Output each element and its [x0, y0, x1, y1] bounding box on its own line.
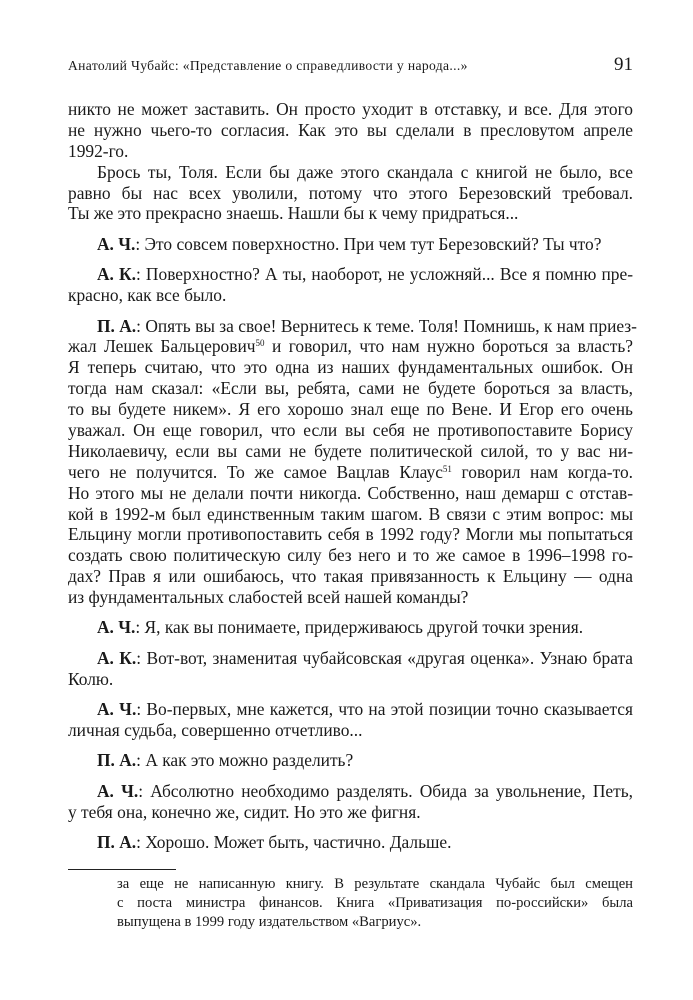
paragraph: [68, 234, 633, 255]
speaker-label: А. К.: [97, 264, 136, 285]
text-line: [68, 441, 633, 462]
footnote-line: за еще не написанную книгу. В результате скандала Чубайс был смещен: [117, 876, 633, 892]
text-run: жал Лешек Бальцерович: [68, 336, 256, 357]
text-line: [68, 99, 633, 120]
text-run: : Я, как вы понимаете, придерживаюсь другой точки зрения.: [135, 617, 584, 638]
text-run: говорил нам когда-то.: [451, 461, 633, 482]
text-line: [68, 545, 633, 566]
text-run: из фундаментальных слабостей всей нашей команды?: [68, 587, 469, 608]
text-line: [68, 399, 633, 420]
text-line: [68, 832, 633, 853]
text-run: никто не может заставить. Он просто уходит в отставку, и все. Для этого: [68, 99, 633, 119]
text-run: то вы будете никем». Я его хорошо знал еще по Вене. И Егор его очень: [68, 399, 633, 420]
body-text: [68, 99, 637, 863]
text-run: : Поверхностно? А ты, наоборот, не усложняй... Все я помню пре-: [135, 264, 633, 285]
paragraph: [68, 315, 637, 608]
speaker-label: А. Ч.: [97, 233, 136, 254]
text-line: [68, 504, 633, 525]
speaker-label: П. А.: [97, 750, 137, 771]
text-line: [68, 781, 633, 802]
text-run: Николаевичу, если вы сами не будете политической силой, то у вас ни-: [68, 440, 633, 461]
footnote-ref: 50: [255, 338, 265, 349]
text-line: [68, 524, 633, 545]
text-line: [68, 587, 633, 608]
text-line: [68, 802, 633, 823]
text-line: [68, 285, 633, 306]
running-header: [68, 54, 633, 76]
paragraph: [68, 648, 633, 690]
text-run: Но этого мы не делали почти никогда. Собственно, наш демарш с отстав-: [68, 482, 633, 503]
text-line: [68, 141, 633, 162]
text-run: Брось ты, Толя. Если бы даже этого скандала с книгой не было, все: [97, 161, 633, 182]
paragraph: [68, 162, 633, 225]
text-line: [68, 162, 633, 183]
page-number: 91: [614, 54, 633, 75]
text-run: Ельцину могли противопоставить себя в 1992 году? Могли мы попытаться: [68, 524, 633, 545]
text-line: [68, 750, 633, 771]
text-line: [68, 203, 633, 224]
speaker-label: П. А.: [97, 832, 137, 853]
text-line: [68, 378, 633, 399]
text-run: : Абсолютно необходимо разделять. Обида за увольнение, Петь,: [138, 780, 633, 801]
text-run: кой в 1992-м был единственным таким шагом. В связи с этим вопрос: мы: [68, 503, 633, 524]
paragraph: [68, 781, 633, 823]
text-line: [68, 234, 633, 255]
text-run: : А как это можно разделить?: [136, 750, 354, 771]
text-run: уважал. Он еще говорил, что если вы себя не противопоставите Борису: [68, 419, 633, 440]
footnote-line: выпущена в 1999 году издательством «Вагриус».: [117, 914, 422, 930]
text-run: Я теперь считаю, что это одна из наших фундаментальных ошибок. Он: [68, 357, 633, 378]
text-line: [68, 357, 633, 378]
text-line: [68, 669, 633, 690]
text-line: [68, 183, 633, 204]
text-line: [68, 315, 637, 337]
text-line: [68, 699, 633, 720]
footnote: [117, 875, 633, 932]
speaker-label: А. Ч.: [97, 780, 139, 801]
text-line: [68, 336, 633, 357]
text-line: [68, 648, 633, 669]
footnote-line: с поста министра финансов. Книга «Приватизация по-российски» была: [117, 895, 633, 911]
text-line: [68, 420, 633, 441]
paragraph: [68, 750, 633, 771]
text-run: : Во-первых, мне кажется, что на этой позиции точно сказывается: [136, 699, 633, 720]
footnote-ref: 51: [442, 463, 452, 474]
text-line: [68, 617, 633, 638]
text-line: [68, 720, 633, 741]
text-run: у тебя она, конечно же, сидит. Но это же фигня.: [68, 801, 421, 822]
paragraph: [68, 99, 633, 162]
text-run: создать свою политическую силу без него и то же самое в 1996–1998 го-: [68, 545, 633, 566]
text-line: [68, 264, 633, 285]
text-run: равно бы нас всех уволили, потому что этого Березовский требовал.: [68, 182, 633, 203]
text-run: : Вот-вот, знаменитая чубайсовская «другая оценка». Узнаю брата: [136, 647, 633, 668]
text-line: [68, 462, 633, 483]
text-run: : Хорошо. Может быть, частично. Дальше.: [136, 832, 452, 853]
running-title: Анатолий Чубайс: «Представление о справедливости у народа...»: [68, 58, 468, 73]
text-run: Колю.: [68, 668, 114, 689]
text-line: [68, 483, 633, 504]
text-run: Ты же это прекрасно знаешь. Нашли бы к чему придраться...: [68, 203, 519, 224]
speaker-label: А. К.: [97, 647, 137, 668]
text-line: [68, 566, 633, 587]
footnote-divider: [68, 869, 176, 870]
text-run: красно, как все было.: [68, 285, 227, 306]
speaker-label: П. А.: [97, 315, 137, 336]
paragraph: [68, 699, 633, 741]
text-run: личная судьба, совершенно отчетливо...: [68, 720, 363, 741]
text-run: не нужно чьего-то согласия. Как это вы сделали в пресловутом апреле: [68, 119, 633, 140]
paragraph: [68, 264, 633, 306]
text-run: 1992-го.: [68, 140, 129, 161]
speaker-label: А. Ч.: [97, 699, 137, 720]
text-run: чего не получится. То же самое Вацлав Клаус: [68, 461, 443, 482]
text-run: : Это совсем поверхностно. При чем тут Березовский? Ты что?: [135, 233, 602, 254]
text-run: тогда нам сказал: «Если вы, ребята, сами не будете бороться за власть,: [68, 378, 633, 399]
text-run: дах? Прав я или ошибаюсь, что такая привязанность к Ельцину — одна: [68, 566, 633, 587]
speaker-label: А. Ч.: [97, 617, 136, 638]
text-run: и говорил, что нам нужно бороться за власть?: [264, 336, 633, 357]
text-run: : Опять вы за свое! Вернитесь к теме. Толя! Помнишь, к нам приез-: [136, 315, 637, 336]
paragraph: [68, 832, 633, 853]
paragraph: [68, 617, 633, 638]
text-line: [68, 120, 633, 141]
